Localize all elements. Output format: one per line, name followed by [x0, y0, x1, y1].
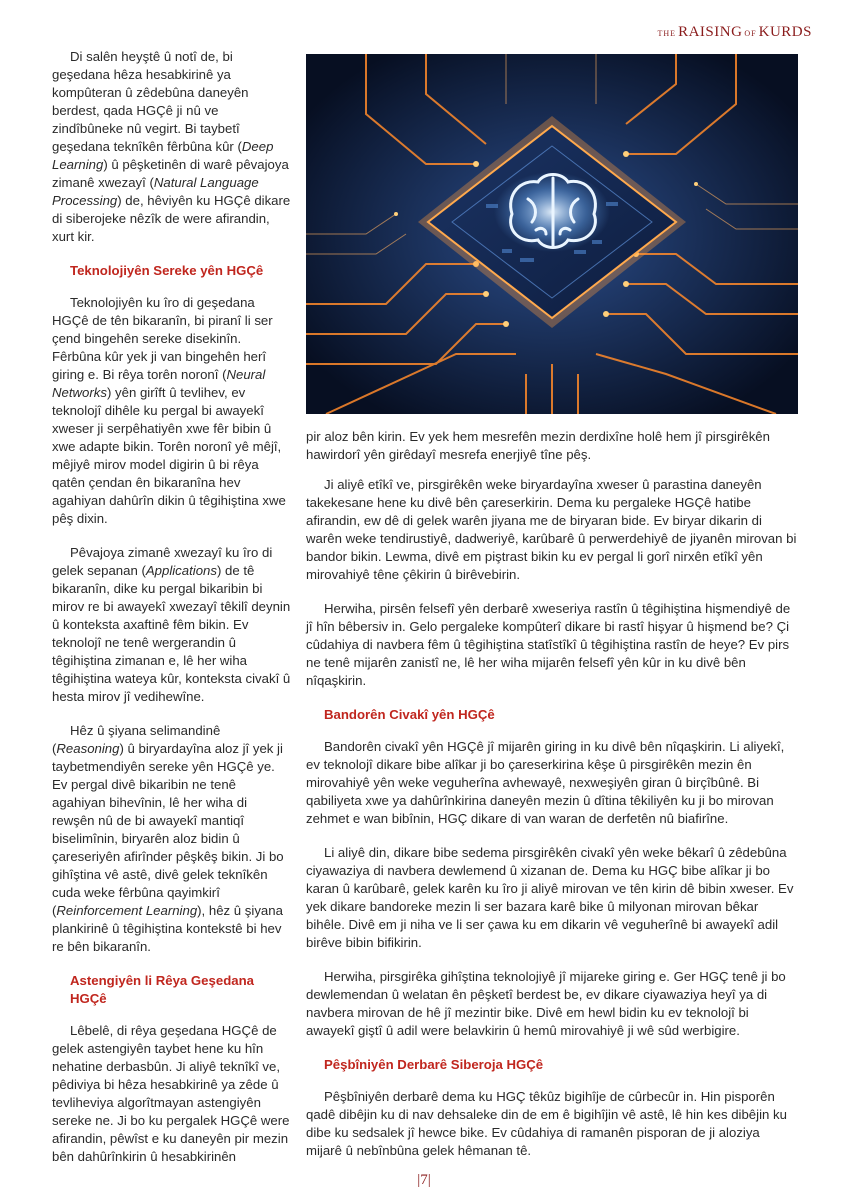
paragraph: Teknolojiyên ku îro di geşedana HGÇê de tên bikaranîn, bi piranî li ser çend bingehên sereke disekinîn. Fêrbûna kûr yek ji van bingehên herî giring e. Bi rêya torên noronî (Neural Networks) yên girîft û tevlihev, ev teknolojî dihêle ku pergal bi awayekî xweser ji serpêhatiyên xwe fêr bibin û xwe adapte bikin. Torên noronî yê mêjî, mêjiyê mirov model digirin û bi rêya qatên çendan ên bikaranîna hev agahiyan dahûrîn dikin û têgihiştina xwe pêş dixin. [52, 295, 286, 526]
left-column [52, 48, 292, 1182]
paragraph: Bandorên civakî yên HGÇê jî mijarên giring in ku divê bên nîqaşkirin. Li aliyekî, ev teknolojî dikare bibe alîkar ji bo çareserkirina kêşe û pirsgirêkên mezin ên mirovahiyê yên weke veguherîna avhewayê, nexweşiyên giran û birçîbûnê. Bi qabiliyeta xwe ya dahûrînkirina daneyên mezin û dîtina têkiliyên ku ji bo mirovan zehmet e wan bibînin, HGÇ dikare di van waran de derfetên nû biafirîne. [306, 739, 785, 826]
right-column [306, 428, 798, 1176]
section-heading: Teknolojiyên Sereke yên HGÇê [70, 263, 264, 278]
paragraph: Pêşbîniyên derbarê dema ku HGÇ têkûz bigihîje de cûrbecûr in. Hin pisporên qadê dibêjin ku di nav dehsaleke din de em ê bigihîjin vê astê, lê hin kes dibêjin ku dibe ku sedsalek jî hewce bike. Ev cûdahiya di ramanên pisporan de ji aloziya mijarê û nebînbûna gelek hêmanan tê. [306, 1089, 787, 1158]
masthead [658, 24, 813, 41]
paragraph: Herwiha, pirsên felsefî yên derbarê xweseriya rastîn û têgihiştina hişmendiyê de jî hîn bêbersiv in. Gelo pergaleke kompûterî dikare bi rastî hişyar û hişmend be? Çi cûdahiya di navbera fêm û têgihiştina statîstîkî û têgihiştina rastîn de heye? Ev pirs ne tenê mijarên zanistî ne, lê her wiha mijarên felsefî yên kûr in ku divê bên nîqaşkirin. [306, 601, 791, 688]
section-heading: Astengiyên li Rêya Geşedana HGÇê [70, 973, 254, 1006]
masthead-kurds: KURDS [758, 24, 812, 40]
hero-image-ai-chip [306, 54, 798, 414]
section-heading: Bandorên Civakî yên HGÇê [324, 707, 495, 722]
masthead-raising: RAISING [678, 24, 743, 40]
paragraph: Pêvajoya zimanê xwezayî ku îro di gelek sepanan (Applications) de tê bikaranîn, dike ku pergal bikaribin bi mirov re bi awayekî xwezayî têkilî deynin û konteksta axaftinê fêm bikin. Ev teknolojî ne tenê wergerandin û têgihiştina zimanan e, lê her wiha têgihiştina wateya kûr, konteksta civakî û hesta mirov jî vedihewîne. [52, 545, 291, 704]
section-heading: Pêşbîniyên Derbarê Siberoja HGÇê [324, 1057, 544, 1072]
paragraph: Ji aliyê etîkî ve, pirsgirêkên weke biryardayîna xweser û parastina daneyên takekesane hene ku divê bên çareserkirin. Dema ku pergaleke HGÇê hatibe afirandin, ew dê di gelek warên jiyana me de biryaran bide. Ev biryar dikarin di warên weke tendirustiyê, dadweriyê, karûbarê û perwerdehiyê de jiyanên mirovan bi bandor bikin. Lewma, divê em piştrast bikin ku ev pergal li gorî nirxên etîkî yên mirovahiyê têne çêkirin û birêvebirin. [306, 477, 797, 582]
paragraph: Li aliyê din, dikare bibe sedema pirsgirêkên civakî yên weke bêkarî û zêdebûna ciyawaziya di navbera dewlemend û xizanan de. Dema ku HGÇ bibe alîkar ji bo karan û karûbarê, gelek karên ku îro ji aliyê mirovan ve tên kirin dê bibin xweser. Ev yek dikare bandoreke mezin li ser bazara karê bike û milyonan mirovan bêkar bihêle. Divê em ji niha ve li ser çawa ku em dikarin vê veguherînê bi awayekî adil birêve bibin bifikirin. [306, 845, 794, 950]
paragraph: Herwiha, pirsgirêka gihîştina teknolojiyê jî mijareke giring e. Ger HGÇ tenê ji bo dewlemendan û welatan ên pêşketî berdest be, ev dikare ciyawaziya heyî ya di navbera mirovan de hê jî mezintir bike. Divê em hewl bidin ku ev teknolojî bi awayekî giştî û adil were belavkirin û hemû mirovahiyê ji wê sûd werbigire. [306, 969, 786, 1038]
masthead-the: THE [657, 29, 677, 38]
paragraph: Hêz û şiyana selimandinê (Reasoning) û biryardayîna aloz jî yek ji taybetmendiyên sereke yên HGÇê ye. Ev pergal divê bikaribin ne tenê agahiyan bihevînin, lê her wiha di rewşên nû de bi awayekî mantiqî biselimînin, biryarên aloz bidin û çareseriyên afirînder pêşkêş bikin. Ji bo gihîştina vê astê, divê gelek teknîkên cuda weke fêrbûna qayimkirî (Reinforcement Learning), hêz û şiyana plankirinê û têgihiştina kontekstê bi hev re bên bikaranîn. [52, 723, 284, 954]
masthead-of: OF [744, 29, 757, 38]
page-number: |7| [417, 1172, 431, 1188]
paragraph: Lêbelê, di rêya geşedana HGÇê de gelek astengiyên taybet hene ku hîn nehatine derbasbûn. Ji aliyê teknîkî ve, pêdiviya bi hêza hesabkirinê ya zêde û tevliheviya algorîtmayan astengiyên sereke ne. Ji bo ku pergalek HGÇê were afirandin, pêwîst e ku daneyên pir mezin bên dahûrînkirin û hesabkirinên [52, 1023, 290, 1164]
paragraph: Di salên heyştê û notî de, bi geşedana hêza hesabkirinê ya kompûteran û zêdebûna daneyên berdest, qada HGÇê ji nû ve zindîbûneke nû vegirt. Bi taybetî geşedana teknîkên fêrbûna kûr (Deep Learning) û pêşketinên di warê pêvajoya zimanê xwezayî (Natural Language Processing) de, hêviyên ku HGÇê dikare di siberojeke nêzîk de were afirandin, xurt kir. [52, 49, 291, 244]
paragraph: pir aloz bên kirin. Ev yek hem mesrefên mezin derdixîne holê hem jî pirsgirêkên hawirdorî yên girêdayî mesrefa enerjiyê tîne pêş. [306, 429, 770, 462]
